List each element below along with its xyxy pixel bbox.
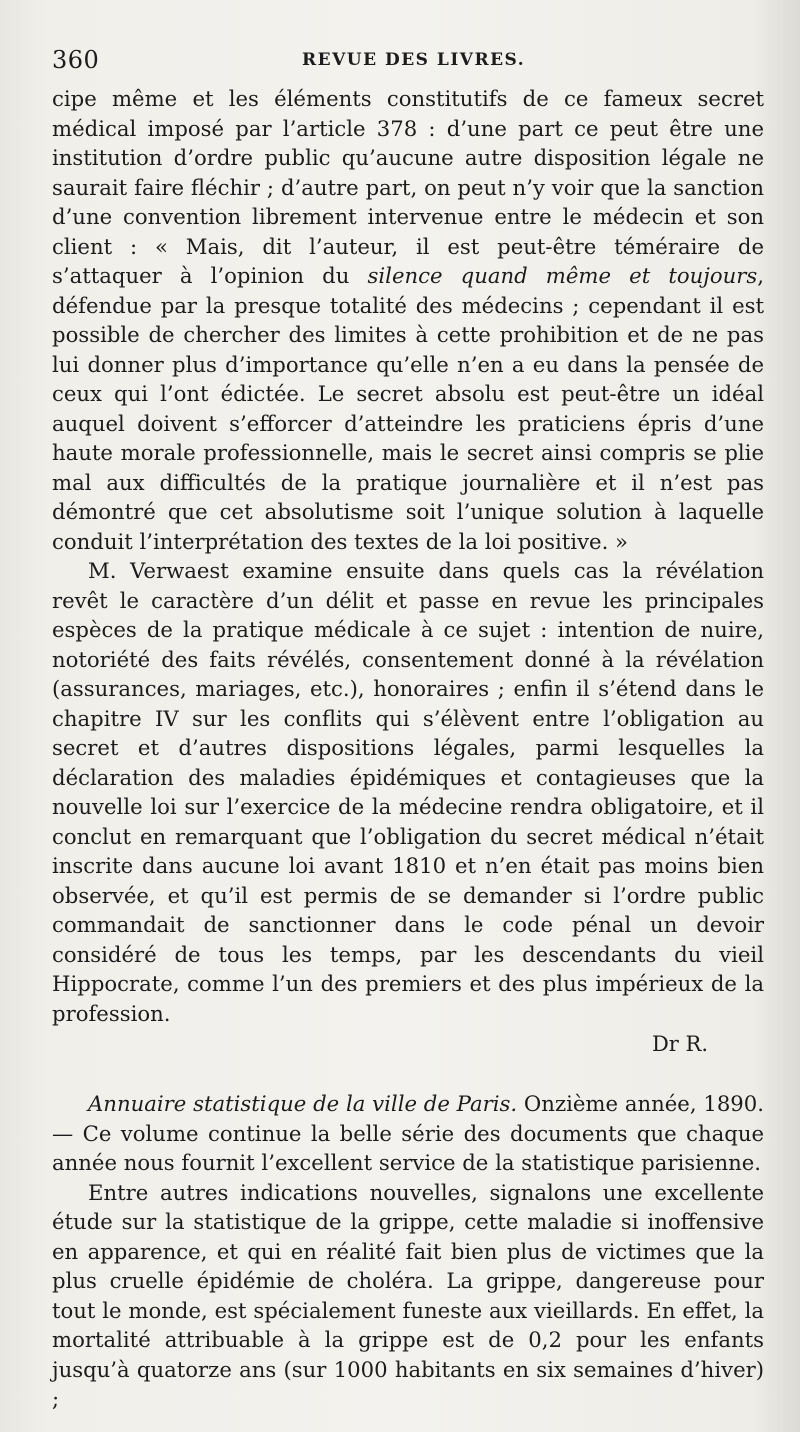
review2-title: Annuaire statistique de la ville de Paris. xyxy=(88,1091,518,1116)
review1-italic-phrase: silence quand même et toujours xyxy=(367,263,758,288)
review1-paragraph-2: M. Verwaest examine ensuite dans quels cas la révélation revêt le caractère d’un délit et passe en revue les principales espèces de la pratique médicale à ce sujet : intention de nuire, notoriété des faits révélés, consentement donné à la révélation (assurances, mariages, etc.), honoraires ; enfin il s’étend dans le chapitre IV sur les conflits qui s’élèvent entre l’obligation au secret et d’autres dispositions légales, parmi lesquelles la déclaration des maladies épidémiques et contagieuses que la nouvelle loi sur l’exercice de la médecine rendra obligatoire, et il conclut en remarquant que l’obligation du secret médical n’était inscrite dans aucune loi avant 1810 et n’en était pas moins bien observée, et qu’il est permis de se demander si l’ordre public commandait de sanctionner dans le code pénal un devoir considéré de tous les temps, par les descendants du vieil Hippocrate, comme l’un des premiers et des plus impérieux de la profession. xyxy=(52,558,764,1026)
page-header xyxy=(52,44,760,80)
page-number: 360 xyxy=(52,46,100,74)
review1-signature: Dr R. xyxy=(651,1032,708,1056)
review2-text-after: Onzième année, 1890. — Ce volume continue la belle série des documents que chaque année nous fournit l’excellent service de la statistique parisienne. xyxy=(52,1091,765,1175)
section-gap xyxy=(52,1059,764,1089)
running-head: REVUE DES LIVRES. xyxy=(302,50,526,70)
review1-paragraph-1 xyxy=(52,84,764,556)
review1-text-after: , défendue par la presque totalité des médecins ; cependant il est possible de chercher des limites à cette prohibition et de ne pas lui donner plus d’importance qu’elle n’en a eu dans la pensée de ceux qui l’ont édictée. Le secret absolu est peut-être un idéal auquel doivent s’efforcer d’atteindre les praticiens épris d’une haute morale professionnelle, mais le secret ainsi compris se plie mal aux difficultés de la pratique journalière et il n’est pas démontré que cet absolutisme soit l’unique solution à laquelle conduit l’interprétation des textes de la loi positive. » xyxy=(52,263,764,554)
review1-text-before: cipe même et les éléments constitutifs de ce fameux secret médical imposé par l’article 378 : d’une part ce peut être une institution d’ordre public qu’aucune autre disposition légale ne saurait faire fléchir ; d’autre part, on peut n’y voir que la sanction d’une convention librement intervenue entre le médecin et son client : « Mais, dit l’auteur, il est peut-être téméraire de s’attaquer à l’opinion du xyxy=(52,86,764,288)
page-body xyxy=(52,84,764,1414)
review2-paragraph-2: Entre autres indications nouvelles, signalons une excellente étude sur la statistique de la grippe, cette maladie si inoffensive en apparence, et qui en réalité fait bien plus de victimes que la plus cruelle épidémie de choléra. La grippe, dangereuse pour tout le monde, est spécialement funeste aux vieillards. En effet, la mortalité attribuable à la grippe est de 0,2 pour les enfants jusqu’à quatorze ans (sur 1000 habitants en six semaines d’hiver) ; xyxy=(52,1179,764,1411)
review2-paragraph-1 xyxy=(52,1089,764,1178)
